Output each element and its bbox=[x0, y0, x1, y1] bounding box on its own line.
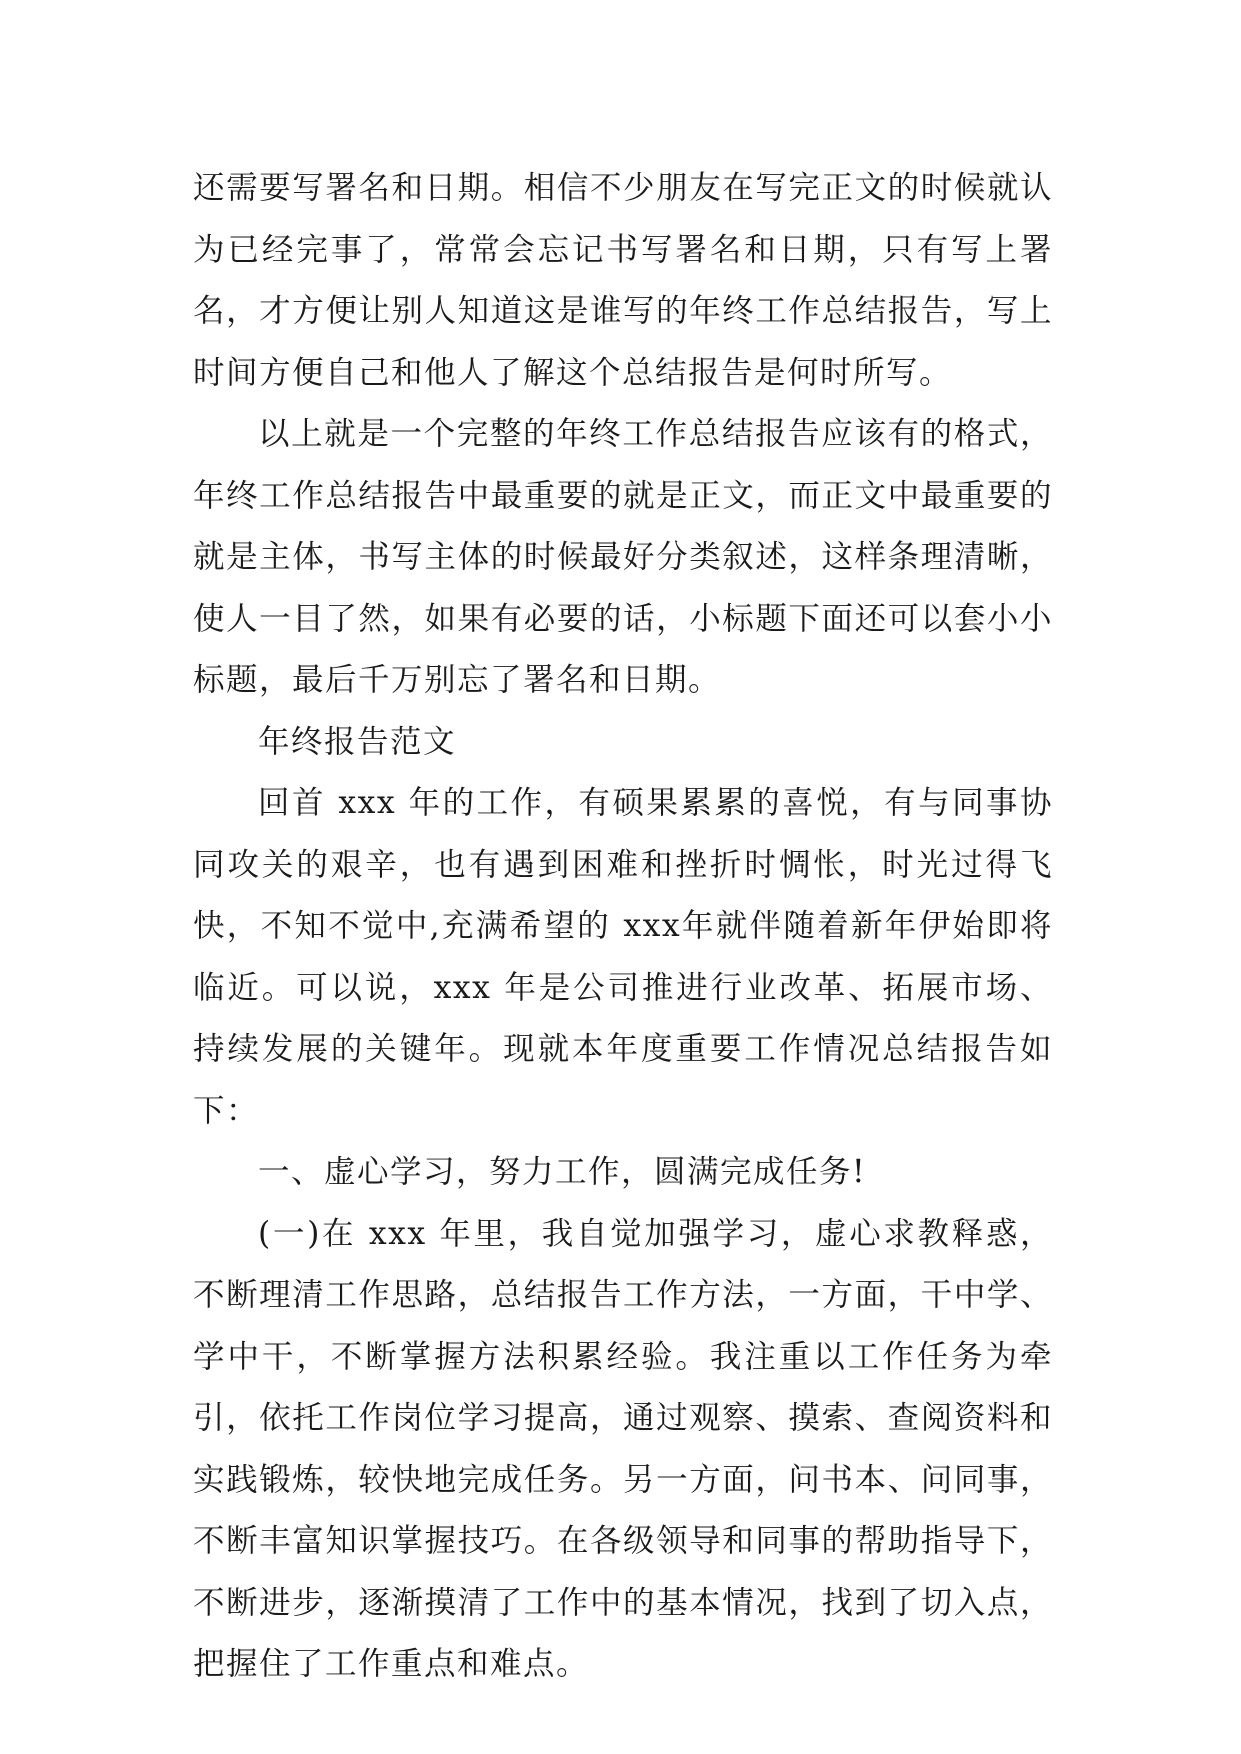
paragraph-review-year: 回首 xxx 年的工作，有硕果累累的喜悦，有与同事协同攻关的艰辛，也有遇到困难和挫折时惆怅，时光过得飞快，不知不觉中,充满希望的 xxx年就伴随着新年伊始即将临近。可以说，xxx 年是公司推进行业改革、拓展市场、持续发展的关键年。现就本年度重要工作情况总结报告如下： bbox=[193, 785, 1053, 1129]
section-heading-sample: 年终报告范文 bbox=[258, 723, 457, 760]
paragraph-signature-date: 还需要写署名和日期。相信不少朋友在写完正文的时候就认为已经完事了，常常会忘记书写署名和日期，只有写上署名，才方便让别人知道这是谁写的年终工作总结报告，写上时间方便自己和他人了解这个总结报告是何时所写。 bbox=[193, 170, 1053, 391]
document-body bbox=[193, 158, 1053, 1696]
paragraph-study-details: (一)在 xxx 年里，我自觉加强学习，虚心求教释惑，不断理清工作思路，总结报告工作方法，一方面，干中学、学中干，不断掌握方法积累经验。我注重以工作任务为牵引，依托工作岗位学习提高，通过观察、摸索、查阅资料和实践锻炼，较快地完成任务。另一方面，问书本、问同事，不断丰富知识掌握技巧。在各级领导和同事的帮助指导下，不断进步，逐渐摸清了工作中的基本情况，找到了切入点，把握住了工作重点和难点。 bbox=[193, 1215, 1053, 1682]
section-heading-study-work: 一、虚心学习，努力工作，圆满完成任务! bbox=[258, 1154, 867, 1190]
paragraph-format-summary: 以上就是一个完整的年终工作总结报告应该有的格式，年终工作总结报告中最重要的就是正文，而正文中最重要的就是主体，书写主体的时候最好分类叙述，这样条理清晰，使人一目了然，如果有必要的话，小标题下面还可以套小小标题，最后千万别忘了署名和日期。 bbox=[193, 416, 1053, 698]
